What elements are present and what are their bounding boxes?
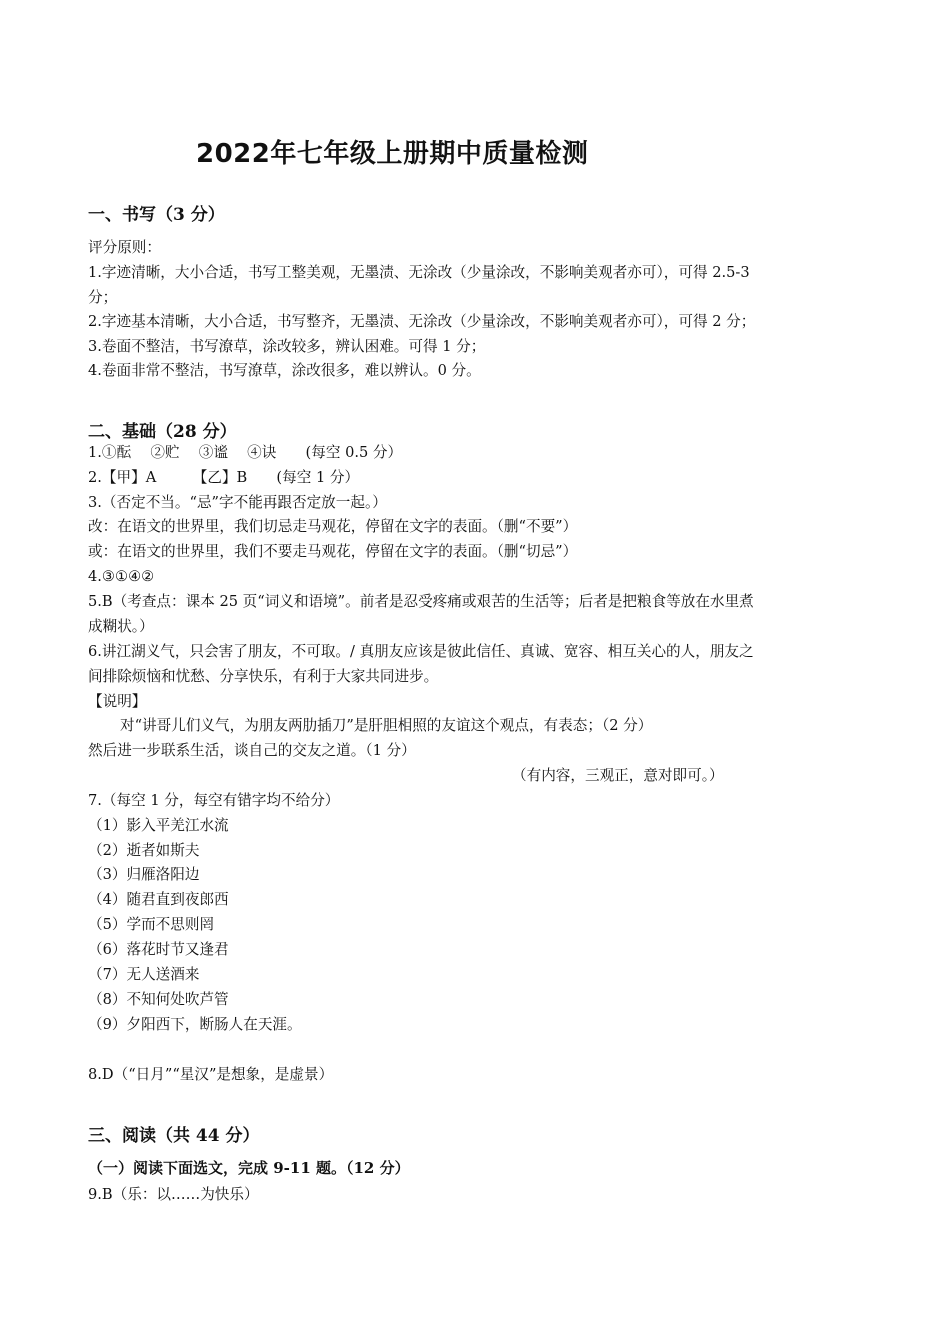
- text-line: 4.卷面非常不整洁，书写潦草，涂改很多，难以辨认。0 分。: [88, 362, 481, 379]
- page-title: 2022年七年级上册期中质量检测: [196, 139, 589, 169]
- list-item: （2）逝者如斯夫: [88, 842, 200, 859]
- list-item: （3）归雁洛阳边: [88, 866, 200, 883]
- list-item: （9）夕阳西下，断肠人在天涯。: [88, 1016, 302, 1033]
- text-line: 8.D（“日月”“星汉”是想象，是虚景）: [88, 1066, 334, 1083]
- text-line: 间排除烦恼和忧愁、分享快乐，有利于大家共同进步。: [88, 668, 439, 685]
- section-heading-basics: 二、基础（28 分）: [88, 422, 237, 442]
- text-line: 然后进一步联系生活，谈自己的交友之道。（1 分）: [88, 742, 416, 759]
- text-line: 2.字迹基本清晰，大小合适，书写整齐，无墨渍、无涂改（少量涂改，不影响美观者亦可），可得 2 分；: [88, 313, 756, 330]
- text-line: 【说明】: [88, 693, 147, 710]
- text-line: 分；: [88, 289, 118, 306]
- text-line: 3.卷面不整洁，书写潦草，涂改较多，辨认困难。可得 1 分；: [88, 338, 486, 355]
- text-line: 2.【甲】A 【乙】B (每空 1 分）: [88, 469, 360, 486]
- text-line: 或：在语文的世界里，我们不要走马观花，停留在文字的表面。（删“切忌”）: [88, 543, 578, 560]
- list-item: （6）落花时节又逢君: [88, 941, 229, 958]
- list-item: （8）不知何处吹芦管: [88, 991, 229, 1008]
- text-line: 3.（否定不当。“忌”字不能再跟否定放一起。）: [88, 494, 387, 511]
- list-item: （1）影入平羌江水流: [88, 817, 229, 834]
- text-line: 5.B（考查点：课本 25 页“词义和语境”。前者是忍受疼痛或艰苦的生活等；后者是把粮食等放在水里煮: [88, 593, 754, 610]
- text-line: 1.①酝 ②贮 ③谧 ④诀 (每空 0.5 分）: [88, 444, 403, 461]
- text-line: 7.（每空 1 分，每空有错字均不给分）: [88, 792, 340, 809]
- text-line: 1.字迹清晰，大小合适，书写工整美观，无墨渍、无涂改（少量涂改，不影响美观者亦可），可得 2.5-3: [88, 264, 750, 281]
- text-line: 成糊状。）: [88, 618, 154, 635]
- list-item: （7）无人送酒来: [88, 966, 200, 983]
- section-heading-reading: 三、阅读（共 44 分）: [88, 1126, 260, 1146]
- text-line: 评分原则：: [88, 239, 161, 256]
- section-heading-writing: 一、书写（3 分）: [88, 205, 225, 225]
- list-item: （5）学而不思则罔: [88, 916, 215, 933]
- text-line: 9.B（乐：以……为快乐）: [88, 1186, 259, 1203]
- text-line: （有内容，三观正，意对即可。）: [512, 767, 724, 784]
- list-item: （4）随君直到夜郎西: [88, 891, 229, 908]
- text-line: 改：在语文的世界里，我们切忌走马观花，停留在文字的表面。（删“不要”）: [88, 518, 578, 535]
- text-line: 4.③①④②: [88, 568, 155, 585]
- subsection-heading: （一）阅读下面选文，完成 9-11 题。（12 分）: [88, 1159, 410, 1177]
- text-line: 6.讲江湖义气，只会害了朋友，不可取。/ 真朋友应该是彼此信任、真诚、宽容、相互关心的人，朋友之: [88, 643, 754, 660]
- text-line: 对“讲哥儿们义气，为朋友两肋插刀”是肝胆相照的友谊这个观点，有表态；（2 分）: [120, 717, 653, 734]
